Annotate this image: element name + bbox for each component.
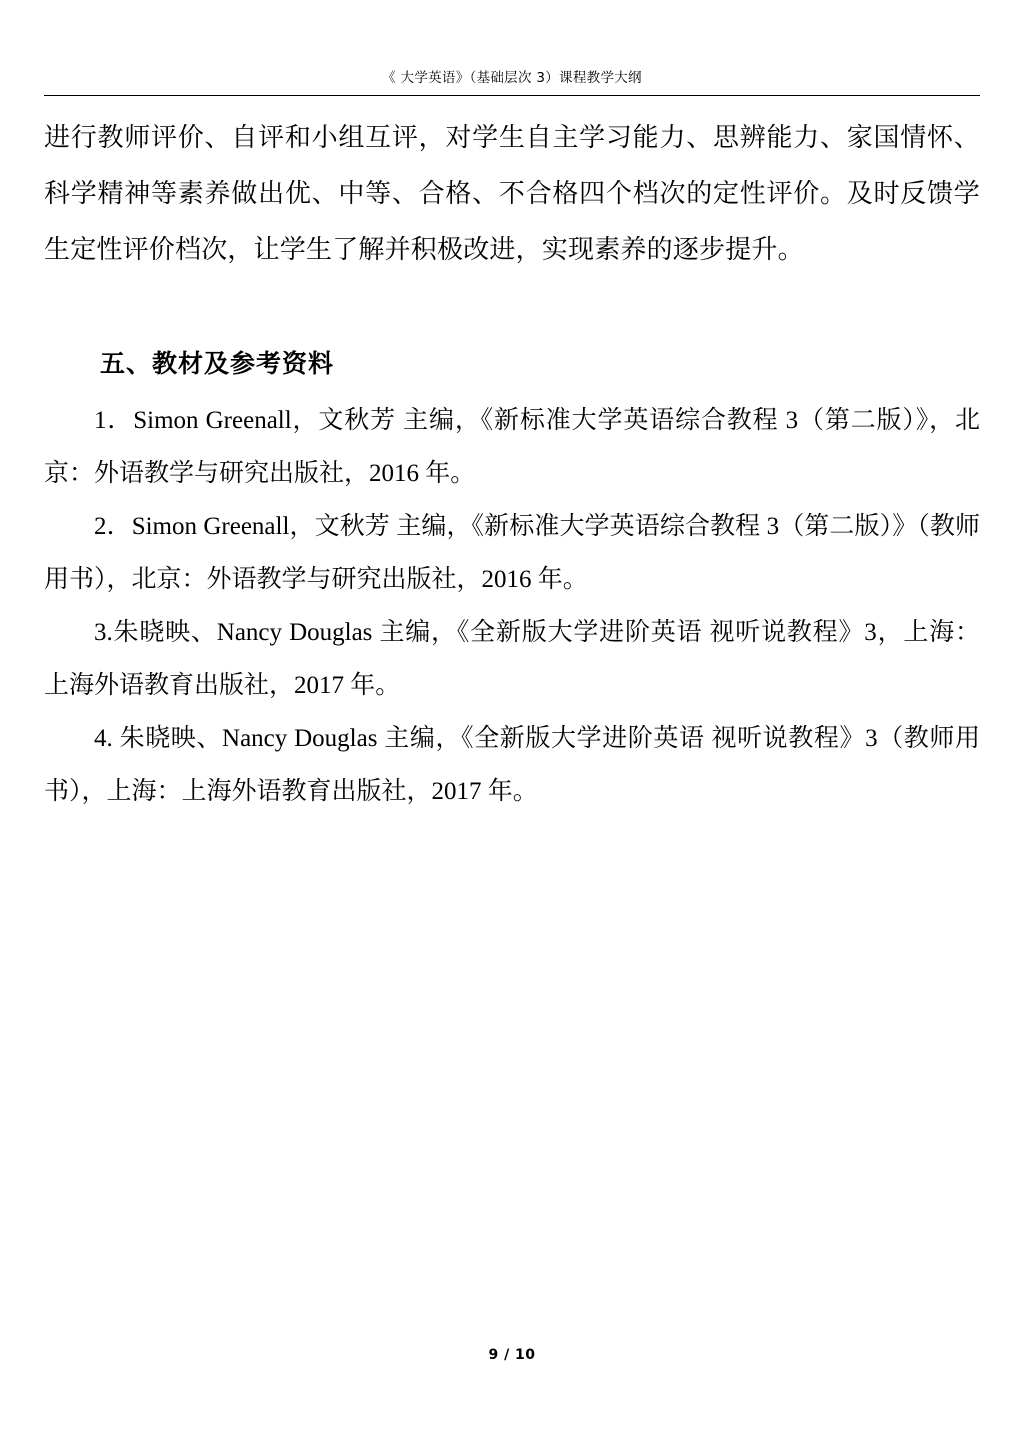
section-heading-materials: 五、教材及参考资料 [100, 349, 335, 378]
page-number: 9 / 10 [488, 1347, 536, 1363]
reference-item: 3.朱晓映、Nancy Douglas 主编，《全新版大学进阶英语 视听说教程》3，上海：上海外语教育出版社，2017 年。 [44, 619, 980, 699]
reference-item: 4. 朱晓映、Nancy Douglas 主编，《全新版大学进阶英语 视听说教程》3（教师用书），上海：上海外语教育出版社，2017 年。 [44, 725, 980, 805]
reference-item: 1．Simon Greenall，文秋芳 主编，《新标准大学英语综合教程 3（第二版）》，北京：外语教学与研究出版社，2016 年。 [44, 407, 980, 487]
paragraph-assessment: 进行教师评价、自评和小组互评，对学生自主学习能力、思辨能力、家国情怀、科学精神等素养做出优、中等、合格、不合格四个档次的定性评价。及时反馈学生定性评价档次，让学生了解并积极改进，实现素养的逐步提升。 [44, 123, 980, 264]
running-header: 《 大学英语》（基础层次 3）课程教学大纲 [382, 70, 642, 86]
document-body [44, 96, 980, 818]
reference-item: 2．Simon Greenall，文秋芳 主编，《新标准大学英语综合教程 3（第二版）》（教师用书），北京：外语教学与研究出版社，2016 年。 [44, 513, 980, 593]
